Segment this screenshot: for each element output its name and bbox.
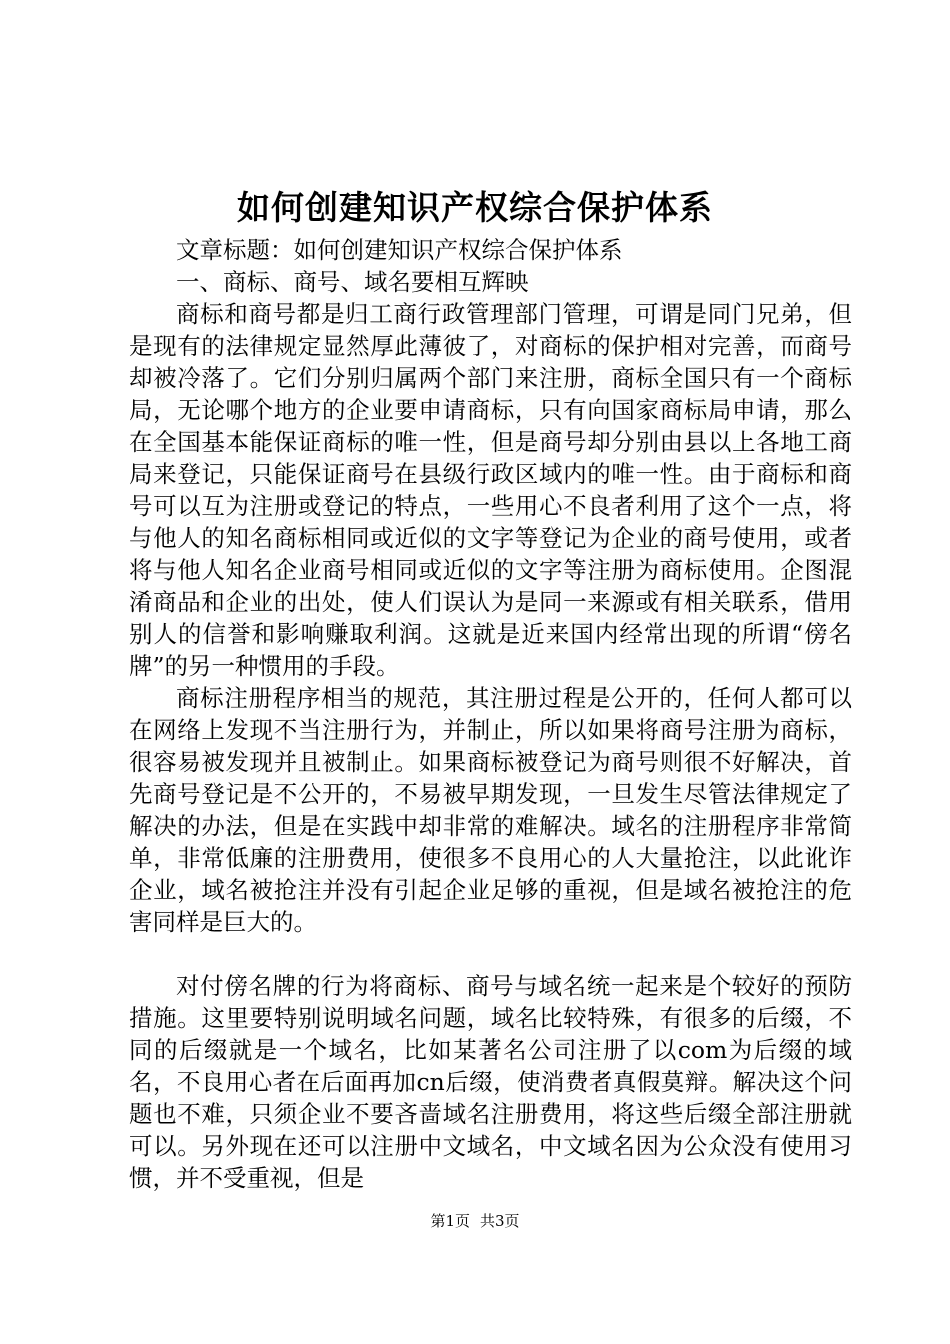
- body-paragraph: 商标和商号都是归工商行政管理部门管理，可谓是同门兄弟，但是现有的法律规定显然厚此薄彼了，对商标的保护相对完善，而商号却被冷落了。它们分别归属两个部门来注册，商标全国只有一个商标局，无论哪个地方的企业要申请商标，只有向国家商标局申请，那么在全国基本能保证商标的唯一性，但是商号却分别由县以上各地工商局来登记，只能保证商号在县级行政区域内的唯一性。由于商标和商号可以互为注册或登记的特点，一些用心不良者利用了这个一点，将与他人的知名商标相同或近似的文字等登记为企业的商号使用，或者将与他人知名企业商号相同或近似的文字等注册为商标使用。企图混淆商品和企业的出处，使人们误认为是同一来源或有相关联系，借用别人的信誉和影响赚取利润。这就是近来国内经常出现的所谓“傍名牌”的另一种惯用的手段。: [129, 300, 852, 680]
- page-total: 共3页: [480, 1212, 520, 1230]
- blank-line: [129, 938, 852, 970]
- document-body: [129, 234, 852, 1194]
- section-heading: 一、商标、商号、域名要相互辉映: [176, 268, 529, 296]
- body-paragraph: 对付傍名牌的行为将商标、商号与域名统一起来是个较好的预防措施。这里要特别说明域名问题，域名比较特殊，有很多的后缀，不同的后缀就是一个域名，比如某著名公司注册了以com为后缀的域名，不良用心者在后面再加cn后缀，使消费者真假莫辩。解决这个问题也不难，只须企业不要吝啬域名注册费用，将这些后缀全部注册就可以。另外现在还可以注册中文域名，中文域名因为公众没有使用习惯，并不受重视，但是: [129, 972, 852, 1192]
- body-paragraph: 商标注册程序相当的规范，其注册过程是公开的，任何人都可以在网络上发现不当注册行为，并制止，所以如果将商号注册为商标，很容易被发现并且被制止。如果商标被登记为商号则很不好解决，首先商号登记是不公开的，不易被早期发现，一旦发生尽管法律规定了解决的办法，但是在实践中却非常的难解决。域名的注册程序非常简单，非常低廉的注册费用，使很多不良用心的人大量抢注，以此讹诈企业，域名被抢注并没有引起企业足够的重视，但是域名被抢注的危害同样是巨大的。: [129, 684, 852, 936]
- article-title-line: 文章标题：如何创建知识产权综合保护体系: [176, 236, 623, 264]
- page-number: 第1页: [430, 1212, 470, 1230]
- page-footer: [0, 1210, 950, 1232]
- document-title: 如何创建知识产权综合保护体系: [237, 188, 713, 227]
